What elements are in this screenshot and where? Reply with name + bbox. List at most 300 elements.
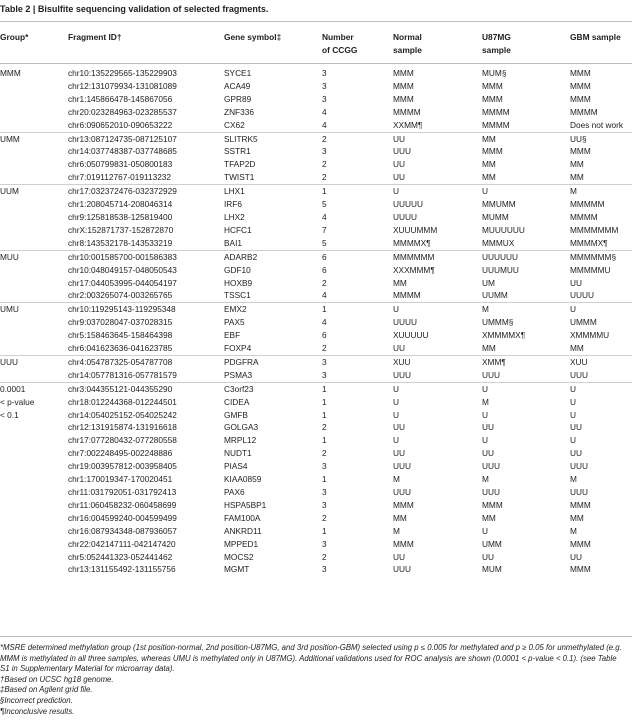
table-row xyxy=(0,93,632,106)
ccgg-count-cell: 4 xyxy=(322,106,327,117)
table-row xyxy=(0,316,632,329)
group-cell: < 0.1 xyxy=(0,409,19,420)
group-cell xyxy=(0,512,68,525)
fragment-id-cell: chr14:054025152-054025242 xyxy=(68,409,177,420)
group-cell xyxy=(0,369,68,382)
normal-cell: MMMM xyxy=(393,290,421,301)
u87mg-cell: UUUMUU xyxy=(482,264,519,275)
normal-cell: UUUUU xyxy=(393,199,423,210)
gbm-cell: U xyxy=(570,303,632,316)
u87mg-cell: XMMMMX¶ xyxy=(482,330,526,341)
group-cell xyxy=(0,289,68,302)
u87mg-cell: MMMM xyxy=(482,106,510,117)
u87mg-cell: MM xyxy=(482,132,570,145)
group-cell xyxy=(0,145,68,158)
fragment-id-cell: chr1:208045714-208046314 xyxy=(68,199,173,210)
group-cell: 0.0001 xyxy=(0,382,68,395)
group-cell xyxy=(0,329,68,342)
table-row xyxy=(0,434,632,447)
ccgg-count-cell: 2 xyxy=(322,132,393,145)
normal-cell: UU xyxy=(393,159,405,170)
fragment-id-cell: chr1:145866478-145867056 xyxy=(68,93,173,104)
header-gene-symbol: Gene symbol‡ xyxy=(224,32,282,42)
header-u87mg-sample xyxy=(482,31,511,57)
group-cell: UUM xyxy=(0,185,68,198)
gene-symbol-cell: FOXP4 xyxy=(224,343,252,354)
table-row xyxy=(0,106,632,119)
gbm-cell: XMMMMU xyxy=(570,330,610,341)
ccgg-count-cell: 1 xyxy=(322,396,327,407)
gene-symbol-cell: ZNF336 xyxy=(224,106,254,117)
normal-cell: U xyxy=(393,185,482,198)
table-row xyxy=(0,264,632,277)
header-bottom-rule xyxy=(0,63,632,64)
gene-symbol-cell: KIAA0859 xyxy=(224,474,262,485)
table-row xyxy=(0,132,632,145)
ccgg-count-cell: 1 xyxy=(322,185,393,198)
table-bottom-rule xyxy=(0,636,632,637)
u87mg-cell: UUU xyxy=(482,461,500,472)
group-cell: UMM xyxy=(0,132,68,145)
fragment-id-cell: chr9:037028047-037028315 xyxy=(68,317,173,328)
u87mg-cell: M xyxy=(482,396,489,407)
gene-symbol-cell: HOXB9 xyxy=(224,277,253,288)
ccgg-count-cell: 1 xyxy=(322,525,327,536)
gene-symbol-cell: BAI1 xyxy=(224,237,242,248)
group-cell xyxy=(0,563,68,576)
gene-symbol-cell: IRF6 xyxy=(224,199,242,210)
fragment-id-cell: chr10:135229565-135229903 xyxy=(68,68,177,78)
gbm-cell: U xyxy=(570,409,576,420)
header-normal-line1: Normal xyxy=(393,32,422,42)
gbm-cell: MM xyxy=(570,343,584,354)
gbm-cell: MMMMMM§ xyxy=(570,250,632,263)
ccgg-count-cell: 2 xyxy=(322,551,327,562)
table-row xyxy=(0,329,632,342)
normal-cell: U xyxy=(393,409,399,420)
gene-symbol-cell: EBF xyxy=(224,330,241,341)
fragment-id-cell: chr4:054787325-054787708 xyxy=(68,355,224,368)
fragment-id-cell: chr14:037748387-037748685 xyxy=(68,146,177,157)
table-row xyxy=(0,473,632,486)
gbm-cell: UUU xyxy=(570,487,588,497)
gene-symbol-cell: PAX5 xyxy=(224,317,245,328)
gene-symbol-cell: FAM100A xyxy=(224,512,261,523)
u87mg-cell: UUUUUU xyxy=(482,250,570,263)
table-row xyxy=(0,211,632,224)
normal-cell: MMM xyxy=(393,68,414,78)
normal-cell: MMM xyxy=(393,499,414,510)
group-cell xyxy=(0,551,68,564)
normal-cell: MM xyxy=(393,512,407,523)
header-number-line1: Number xyxy=(322,32,354,42)
u87mg-cell: UUU xyxy=(482,487,500,497)
table-row xyxy=(0,460,632,473)
u87mg-cell: MMM xyxy=(482,146,503,157)
table-row xyxy=(0,409,632,422)
data-table xyxy=(0,67,632,576)
gene-symbol-cell: ADARB2 xyxy=(224,250,322,263)
gbm-cell: MM xyxy=(570,159,584,170)
gene-symbol-cell: ACA49 xyxy=(224,80,251,91)
normal-cell: XUU xyxy=(393,355,482,368)
ccgg-count-cell: 3 xyxy=(322,80,327,91)
ccgg-count-cell: 7 xyxy=(322,224,327,235)
u87mg-cell: MUMM xyxy=(482,211,509,222)
u87mg-cell: U xyxy=(482,185,570,198)
ccgg-count-cell: 2 xyxy=(322,448,327,459)
u87mg-cell: XMM¶ xyxy=(482,355,570,368)
u87mg-cell: U xyxy=(482,435,488,446)
group-cell xyxy=(0,316,68,329)
fragment-id-cell: chr5:158463645-158464398 xyxy=(68,330,173,341)
u87mg-cell: MMM xyxy=(482,80,503,91)
group-cell: MUU xyxy=(0,250,68,263)
normal-cell: XXXMMM¶ xyxy=(393,264,435,275)
normal-cell: U xyxy=(393,396,399,407)
table-row xyxy=(0,486,632,499)
normal-cell: UU xyxy=(393,132,482,145)
normal-cell: MMM xyxy=(393,80,414,91)
gene-symbol-cell: LHX1 xyxy=(224,185,322,198)
gene-symbol-cell: TFAP2D xyxy=(224,159,256,170)
header-u87-line1: U87MG xyxy=(482,32,511,42)
gene-symbol-cell: MGMT xyxy=(224,564,250,575)
gbm-cell: MM xyxy=(570,172,584,183)
group-cell xyxy=(0,538,68,551)
gbm-cell: UU xyxy=(570,551,582,562)
group-cell: < p-value xyxy=(0,396,35,407)
group-cell xyxy=(0,158,68,171)
ccgg-count-cell: 2 xyxy=(322,512,327,523)
group-cell xyxy=(0,473,68,486)
u87mg-cell: MMUMM xyxy=(482,199,516,210)
ccgg-count-cell: 3 xyxy=(322,461,327,472)
group-cell xyxy=(0,224,68,237)
fragment-id-cell: chr22:042147111-042147420 xyxy=(68,538,176,549)
table-title: Table 2 | Bisulfite sequencing validation of selected fragments. xyxy=(0,4,269,14)
ccgg-count-cell: 4 xyxy=(322,290,327,301)
fragment-id-cell: chr9:125818538-125819400 xyxy=(68,211,173,222)
u87mg-cell: M xyxy=(482,474,489,485)
gbm-cell: MMM xyxy=(570,80,591,91)
group-cell xyxy=(0,237,68,250)
normal-cell: M xyxy=(393,474,400,485)
gene-symbol-cell: SYCE1 xyxy=(224,68,252,78)
normal-cell: U xyxy=(393,303,482,316)
gbm-cell: XUU xyxy=(570,355,632,368)
fragment-id-cell: chr2:003265074-003265765 xyxy=(68,290,173,301)
header-normal-line2: sample xyxy=(393,45,422,55)
fragment-id-cell: chr12:131079934-131081089 xyxy=(68,80,177,91)
gene-symbol-cell: MRPL12 xyxy=(224,435,257,446)
header-u87-line2: sample xyxy=(482,45,511,55)
gbm-cell: U xyxy=(570,396,576,407)
gbm-cell: UU§ xyxy=(570,132,632,145)
ccgg-count-cell: 1 xyxy=(322,474,327,485)
group-cell xyxy=(0,264,68,277)
normal-cell: UU xyxy=(393,551,405,562)
normal-cell: UUU xyxy=(393,564,411,575)
gbm-cell: MMMM xyxy=(570,106,598,117)
fragment-id-cell: chr12:131915874-131916618 xyxy=(68,422,177,433)
fragment-id-cell: chr11:031792051-031792413 xyxy=(68,487,177,497)
ccgg-count-cell: 6 xyxy=(322,330,327,341)
fragment-id-cell: chr18:012244368-012244501 xyxy=(68,396,177,407)
gbm-cell: UUU xyxy=(570,369,588,380)
gbm-cell: UU xyxy=(570,448,582,459)
normal-cell: UU xyxy=(393,343,405,354)
header-top-rule xyxy=(0,21,632,22)
table-row xyxy=(0,145,632,158)
u87mg-cell: U xyxy=(482,525,488,536)
gbm-cell: M xyxy=(570,525,577,536)
fragment-id-cell: chr14:057781316-057781579 xyxy=(68,369,177,380)
normal-cell: XXMM¶ xyxy=(393,119,423,130)
ccgg-count-cell: 2 xyxy=(322,422,327,433)
normal-cell: UU xyxy=(393,172,405,183)
group-cell xyxy=(0,198,68,211)
gene-symbol-cell: GPR89 xyxy=(224,93,252,104)
gbm-cell: U xyxy=(570,382,632,395)
normal-cell: UUU xyxy=(393,487,411,497)
gbm-cell: UU xyxy=(570,277,582,288)
u87mg-cell: UUMM xyxy=(482,290,508,301)
gbm-cell: MM xyxy=(570,512,584,523)
u87mg-cell: MM xyxy=(482,172,496,183)
normal-cell: UUU xyxy=(393,461,411,472)
gbm-cell: Does not work xyxy=(570,119,624,130)
table-row xyxy=(0,250,632,263)
u87mg-cell: MM xyxy=(482,343,496,354)
gbm-cell: UUU xyxy=(570,461,588,472)
ccgg-count-cell: 3 xyxy=(322,564,327,575)
table-row xyxy=(0,382,632,395)
normal-cell: MM xyxy=(393,277,407,288)
fragment-id-cell: chr7:019112767-019113232 xyxy=(68,172,172,183)
normal-cell: XUUUUU xyxy=(393,330,429,341)
gene-symbol-cell: CIDEA xyxy=(224,396,250,407)
group-cell xyxy=(0,460,68,473)
fragment-id-cell: chr19:003957812-003958405 xyxy=(68,461,177,472)
table-row xyxy=(0,277,632,290)
u87mg-cell: MUM§ xyxy=(482,68,507,78)
ccgg-count-cell: 5 xyxy=(322,237,327,248)
header-group: Group* xyxy=(0,32,29,42)
table-row xyxy=(0,67,632,80)
normal-cell: MMMMMM xyxy=(393,250,482,263)
ccgg-count-cell: 6 xyxy=(322,250,393,263)
group-cell xyxy=(0,80,68,93)
fragment-id-cell: chr16:087934348-087936057 xyxy=(68,525,177,536)
ccgg-count-cell: 1 xyxy=(322,409,327,420)
u87mg-cell: UU xyxy=(482,448,494,459)
table-row xyxy=(0,224,632,237)
gene-symbol-cell: C3orf23 xyxy=(224,382,322,395)
gbm-cell: MMMM xyxy=(570,211,598,222)
gene-symbol-cell: PDGFRA xyxy=(224,355,322,368)
gbm-cell: MMMMMMM xyxy=(570,224,619,235)
normal-cell: UUU xyxy=(393,369,411,380)
group-cell xyxy=(0,106,68,119)
normal-cell: MMM xyxy=(393,538,414,549)
fragment-id-cell: chr6:041623636-041623785 xyxy=(68,343,173,354)
group-cell xyxy=(0,171,68,184)
gene-symbol-cell: MOCS2 xyxy=(224,551,254,562)
fragment-id-cell: chr11:060458232-060458699 xyxy=(68,499,177,510)
table-row xyxy=(0,158,632,171)
u87mg-cell: MMM xyxy=(482,499,503,510)
gbm-cell: MMM xyxy=(570,538,591,549)
ccgg-count-cell: 4 xyxy=(322,119,327,130)
fragment-id-cell: chrX:152871737-152872870 xyxy=(68,224,174,235)
table-row xyxy=(0,171,632,184)
table-row xyxy=(0,369,632,382)
normal-cell: MMM xyxy=(393,93,414,104)
gene-symbol-cell: CX62 xyxy=(224,119,245,130)
ccgg-count-cell: 3 xyxy=(322,538,327,549)
ccgg-count-cell: 1 xyxy=(322,303,393,316)
table-row xyxy=(0,447,632,460)
gbm-cell: MMMMX¶ xyxy=(570,237,608,248)
table-row xyxy=(0,303,632,316)
fragment-id-cell: chr1:170019347-170020451 xyxy=(68,474,173,485)
table-row xyxy=(0,396,632,409)
group-cell xyxy=(0,434,68,447)
gene-symbol-cell: PAX6 xyxy=(224,487,245,497)
gene-symbol-cell: TWIST1 xyxy=(224,172,255,183)
gbm-cell: UMMM xyxy=(570,317,597,328)
u87mg-cell: UUU xyxy=(482,369,500,380)
group-cell xyxy=(0,486,68,499)
normal-cell: MMMM xyxy=(393,106,421,117)
footnote-incorrect: §Incorrect prediction. xyxy=(0,695,73,705)
normal-cell: UUU xyxy=(393,146,411,157)
u87mg-cell: U xyxy=(482,382,570,395)
gene-symbol-cell: ANKRD11 xyxy=(224,525,262,536)
gbm-cell: UUUU xyxy=(570,290,594,301)
gbm-cell: MMMMM xyxy=(570,199,605,210)
u87mg-cell: MMMUX xyxy=(482,237,515,248)
table-row xyxy=(0,512,632,525)
fragment-id-cell: chr6:050799831-050800183 xyxy=(68,159,173,170)
header-number-line2: of CCGG xyxy=(322,45,358,55)
gene-symbol-cell: GMFB xyxy=(224,409,248,420)
u87mg-cell: M xyxy=(482,303,570,316)
normal-cell: MMMMX¶ xyxy=(393,237,431,248)
group-cell xyxy=(0,342,68,355)
fragment-id-cell: chr20:023284963-023285537 xyxy=(68,106,177,117)
u87mg-cell: UMMM§ xyxy=(482,317,514,328)
u87mg-cell: MMMM xyxy=(482,119,510,130)
normal-cell: UU xyxy=(393,448,405,459)
fragment-id-cell: chr5:052441323-052441462 xyxy=(68,551,173,562)
ccgg-count-cell: 2 xyxy=(322,159,327,170)
header-number-of-ccgg xyxy=(322,31,357,57)
gbm-cell: MMM xyxy=(570,564,591,575)
ccgg-count-cell: 4 xyxy=(322,317,327,328)
group-cell xyxy=(0,421,68,434)
group-cell xyxy=(0,119,68,132)
gene-symbol-cell: PSMA3 xyxy=(224,369,253,380)
table-row xyxy=(0,499,632,512)
gbm-cell: MMM xyxy=(570,93,591,104)
footnote-ucsc: †Based on UCSC hg18 genome. xyxy=(0,674,114,684)
ccgg-count-cell: 3 xyxy=(322,146,327,157)
fragment-id-cell: chr6:090652010-090653222 xyxy=(68,119,173,130)
gene-symbol-cell: HCFC1 xyxy=(224,224,252,235)
table-row xyxy=(0,538,632,551)
group-cell xyxy=(0,277,68,290)
table-row xyxy=(0,80,632,93)
ccgg-count-cell: 3 xyxy=(322,487,327,497)
u87mg-cell: U xyxy=(482,409,488,420)
fragment-id-cell: chr10:119295143-119295348 xyxy=(68,303,224,316)
u87mg-cell: UU xyxy=(482,422,494,433)
group-cell xyxy=(0,525,68,538)
table-row xyxy=(0,551,632,564)
ccgg-count-cell: 2 xyxy=(322,277,327,288)
ccgg-count-cell: 1 xyxy=(322,435,327,446)
table-row xyxy=(0,421,632,434)
group-cell xyxy=(0,447,68,460)
gene-symbol-cell: GOLGA3 xyxy=(224,422,259,433)
u87mg-cell: MM xyxy=(482,159,496,170)
fragment-id-cell: chr10:001585700-001586383 xyxy=(68,250,224,263)
table-row xyxy=(0,342,632,355)
table-row xyxy=(0,525,632,538)
ccgg-count-cell: 6 xyxy=(322,264,327,275)
table-row xyxy=(0,119,632,132)
gbm-cell: MMM xyxy=(570,146,591,157)
gbm-cell: U xyxy=(570,435,576,446)
normal-cell: U xyxy=(393,382,482,395)
table-row xyxy=(0,355,632,368)
gbm-cell: MMMMMU xyxy=(570,264,611,275)
table-row xyxy=(0,185,632,198)
ccgg-count-cell: 2 xyxy=(322,343,327,354)
gene-symbol-cell: EMX2 xyxy=(224,303,322,316)
fragment-id-cell: chr10:048049157-048050543 xyxy=(68,264,177,275)
group-cell: UMU xyxy=(0,303,68,316)
fragment-id-cell: chr17:077280432-077280558 xyxy=(68,435,177,446)
fragment-id-cell: chr13:087124735-087125107 xyxy=(68,132,224,145)
normal-cell: M xyxy=(393,525,400,536)
ccgg-count-cell: 5 xyxy=(322,199,327,210)
group-cell xyxy=(0,211,68,224)
u87mg-cell: MUM xyxy=(482,564,502,575)
group-cell xyxy=(0,499,68,512)
gene-symbol-cell: MPPED1 xyxy=(224,538,259,549)
ccgg-count-cell: 4 xyxy=(322,211,327,222)
footnotes xyxy=(0,643,628,717)
ccgg-count-cell: 3 xyxy=(322,68,327,78)
normal-cell: UUUU xyxy=(393,317,417,328)
fragment-id-cell: chr13:131155492-131155756 xyxy=(68,564,176,575)
normal-cell: UU xyxy=(393,422,405,433)
fragment-id-cell: chr7:002248495-002248886 xyxy=(68,448,173,459)
table-row xyxy=(0,198,632,211)
normal-cell: UUUU xyxy=(393,211,417,222)
header-fragment-id: Fragment ID† xyxy=(68,32,122,42)
table-row xyxy=(0,289,632,302)
gene-symbol-cell: SSTR1 xyxy=(224,146,251,157)
table-row xyxy=(0,237,632,250)
gbm-cell: M xyxy=(570,474,577,485)
gene-symbol-cell: HSPA5BP1 xyxy=(224,499,267,510)
gene-symbol-cell: SLITRK5 xyxy=(224,132,322,145)
gbm-cell: MMM xyxy=(570,68,591,78)
